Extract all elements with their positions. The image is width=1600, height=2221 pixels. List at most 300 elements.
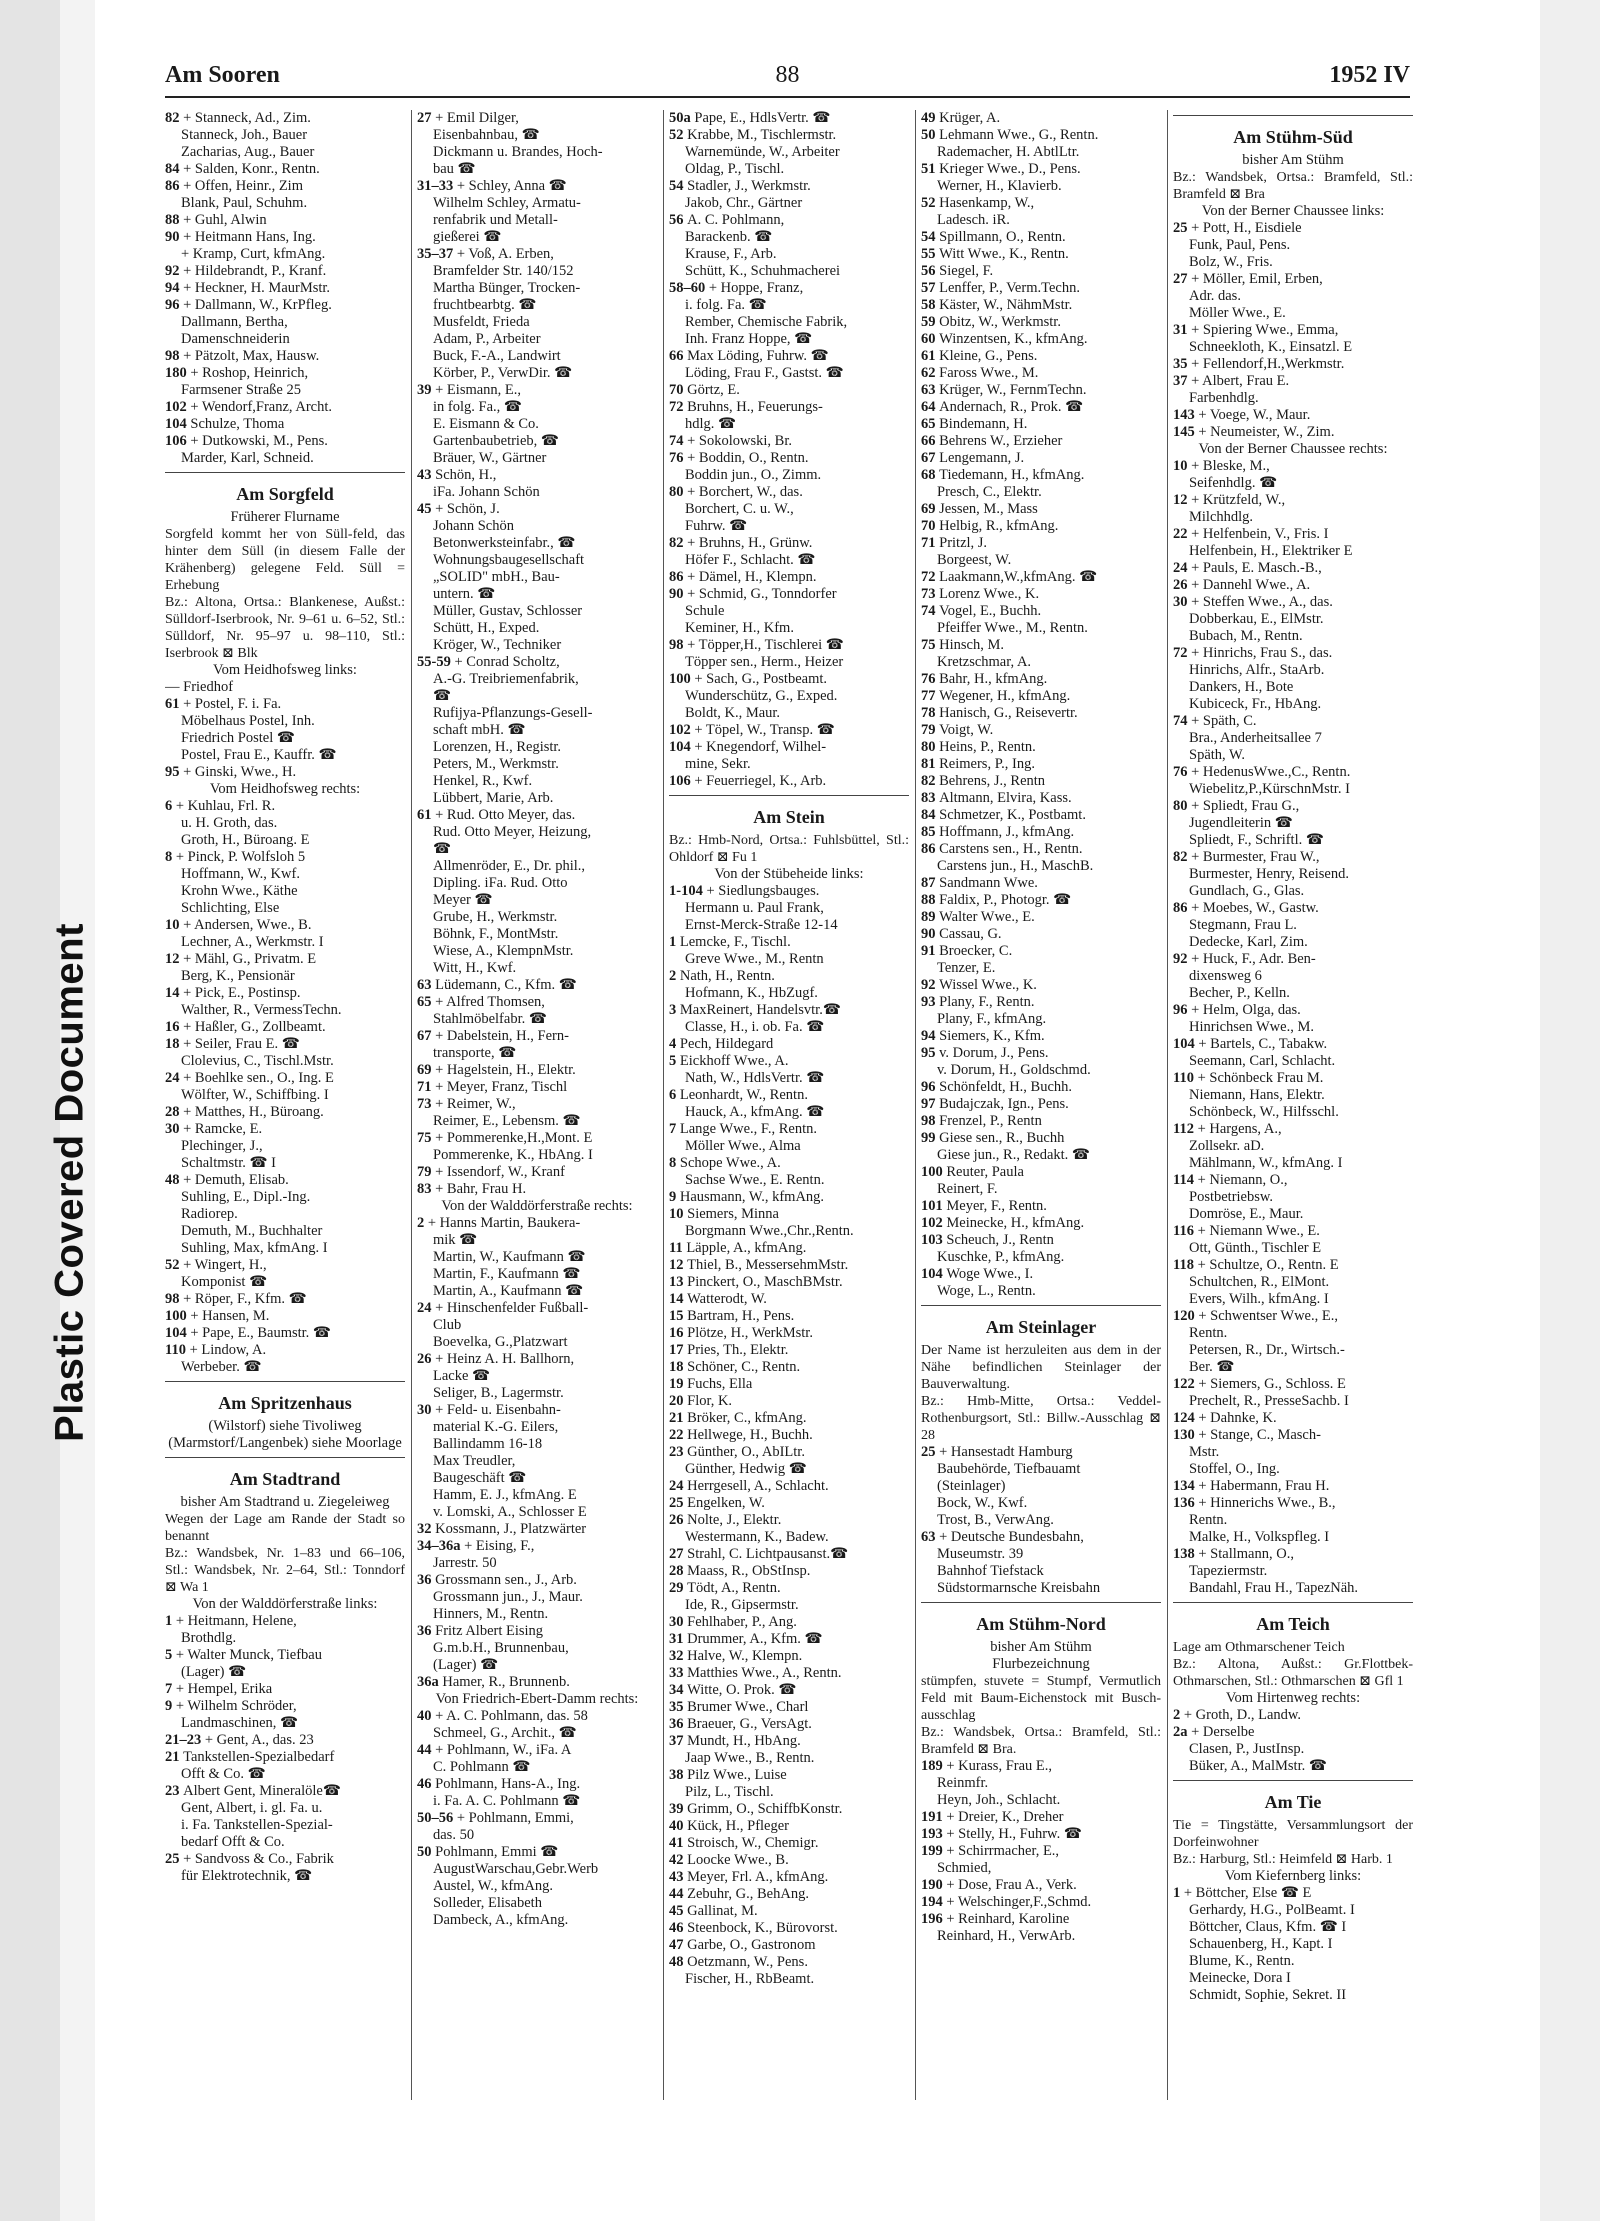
resident-entry: Prechelt, R., PresseSachb. I	[1189, 1393, 1349, 1409]
address-entry	[921, 229, 1161, 246]
house-number: 104	[165, 1325, 191, 1341]
address-entry	[921, 382, 1161, 399]
address-entry	[1173, 1376, 1413, 1393]
house-number: 63	[921, 382, 940, 398]
entry-text: + Ginski, Wwe., H.	[183, 764, 297, 780]
entry-text: Pinckert, O., MaschBMstr.	[687, 1274, 843, 1290]
entry-text: Hamer, R., Brunnenb.	[442, 1674, 570, 1690]
entry-text: Laakmann,W.,kfmAng. ☎	[939, 569, 1098, 585]
address-entry	[921, 909, 1161, 926]
resident-entry: Hamm, E. J., kfmAng. E	[433, 1487, 577, 1503]
resident-entry: Rademacher, H. AbtlLtr.	[937, 144, 1080, 160]
entry-text: + Pätzolt, Max, Hausw.	[183, 348, 320, 364]
house-number: 100	[669, 671, 695, 687]
house-number: 22	[1173, 526, 1192, 542]
resident-entry: Postel, Frau E., Kauffr. ☎	[181, 747, 337, 763]
entry-text: Läpple, A., kfmAng.	[686, 1240, 807, 1256]
address-entry	[669, 1495, 909, 1512]
address-entry	[669, 450, 909, 467]
house-number: 60	[921, 331, 940, 347]
resident-entry: Suhling, E., Dipl.-Ing.	[181, 1189, 311, 1205]
address-entry	[669, 773, 909, 790]
address-entry	[921, 1809, 1161, 1826]
address-entry	[921, 1894, 1161, 1911]
house-number: 45	[669, 1903, 688, 1919]
entry-text: + Kurass, Frau E.,	[946, 1758, 1053, 1774]
address-entry	[1173, 458, 1413, 475]
section-rule	[165, 1457, 405, 1458]
entry-text: + Späth, C.	[1191, 713, 1257, 729]
address-entry	[165, 696, 405, 713]
house-number: 52	[669, 127, 688, 143]
entry-text: + Eising, F.,	[464, 1538, 535, 1554]
resident-entry: Spliedt, F., Schriftl. ☎	[1189, 832, 1324, 848]
house-number: 44	[417, 1742, 436, 1758]
resident-entry: Kubiceck, Fr., HbAng.	[1189, 696, 1322, 712]
address-entry	[669, 722, 909, 739]
street-note: Vom Kiefernberg links:	[1224, 1868, 1362, 1884]
address-entry	[921, 246, 1161, 263]
resident-entry: Plechinger, J.,	[181, 1138, 263, 1154]
resident-entry: Reinhard, H., VerwArb.	[937, 1928, 1076, 1944]
resident-entry: Barackenb. ☎	[685, 229, 773, 245]
resident-entry: Körber, P., VerwDir. ☎	[433, 365, 573, 381]
street-note: Vom Heidhofsweg rechts:	[209, 781, 361, 797]
entry-text: + Pohlmann, W., iFa. A	[435, 1742, 572, 1758]
address-entry	[921, 1232, 1161, 1249]
street-heading: Am Teich	[1256, 1614, 1330, 1634]
house-number: 112	[1173, 1121, 1198, 1137]
house-number: 9	[165, 1698, 176, 1714]
entry-text: + Bruhns, H., Grünw.	[687, 535, 813, 551]
entry-text: Siemers, Minna	[687, 1206, 779, 1222]
house-number: 96	[165, 297, 184, 313]
house-number: 51	[921, 161, 940, 177]
street-description: stümpfen, stuvete = Stumpf, Vermutlich Feld mit Baum-Eichenstock mit Busch-ausschlag	[921, 1674, 1161, 1723]
entry-text: Hausmann, W., kfmAng.	[679, 1189, 825, 1205]
resident-entry: Eisenbahnbau, ☎	[433, 127, 540, 143]
address-entry	[1173, 645, 1413, 662]
address-entry	[921, 365, 1161, 382]
entry-text: + Siedlungsbauges.	[706, 883, 820, 899]
resident-entry: material K.-G. Eilers,	[433, 1419, 559, 1435]
resident-entry: Nath, W., HdlsVertr. ☎	[685, 1070, 825, 1086]
resident-entry: Bramfelder Str. 140/152	[433, 263, 574, 279]
resident-entry: Ballindamm 16-18	[433, 1436, 543, 1452]
house-number: 4	[669, 1036, 680, 1052]
resident-entry: Hoffmann, W., Kwf.	[181, 866, 300, 882]
address-entry	[921, 637, 1161, 654]
entry-text: + Groth, D., Landw.	[1183, 1707, 1302, 1723]
entry-text: Flor, K.	[687, 1393, 733, 1409]
address-entry	[165, 951, 405, 968]
house-number: 116	[1173, 1223, 1198, 1239]
address-entry	[165, 1342, 405, 1359]
house-number: 77	[921, 688, 940, 704]
entry-text: + Roshop, Heinrich,	[190, 365, 309, 381]
house-number: 34–36a	[417, 1538, 465, 1554]
address-entry	[669, 1002, 909, 1019]
house-number: 190	[921, 1877, 947, 1893]
entry-text: Lüdemann, C., Kfm. ☎	[435, 977, 577, 993]
resident-entry: Schaltmstr. ☎ I	[181, 1155, 276, 1171]
street-note: Von der Walddörferstraße links:	[192, 1596, 378, 1612]
address-entry	[417, 1742, 657, 1759]
resident-entry: Schultchen, R., ElMont.	[1189, 1274, 1330, 1290]
address-entry	[921, 569, 1161, 586]
resident-entry: Stoffel, O., Ing.	[1189, 1461, 1280, 1477]
entry-text: + Burmester, Frau W.,	[1191, 849, 1320, 865]
house-number: 24	[417, 1300, 436, 1316]
address-entry	[921, 535, 1161, 552]
house-number: 67	[417, 1028, 436, 1044]
entry-text: Görtz, E.	[687, 382, 740, 398]
house-number: 103	[921, 1232, 947, 1248]
address-entry	[165, 433, 405, 450]
entry-text: Giese sen., R., Buchh	[939, 1130, 1065, 1146]
entry-text: + Hansen, M.	[190, 1308, 270, 1324]
address-entry	[417, 1096, 657, 1113]
street-description: Lage am Othmarschener Teich	[1173, 1640, 1345, 1655]
address-entry	[1173, 560, 1413, 577]
entry-text: Behrens, J., Rentn	[939, 773, 1046, 789]
entry-text: + Voege, W., Maur.	[1198, 407, 1311, 423]
address-entry	[1173, 577, 1413, 594]
house-number: 54	[921, 229, 940, 245]
entry-text: + Demuth, Elisab.	[183, 1172, 289, 1188]
resident-entry: Plany, F., kfmAng.	[937, 1011, 1047, 1027]
address-entry	[1173, 1885, 1413, 1902]
house-number: 44	[669, 1886, 688, 1902]
address-entry	[417, 994, 657, 1011]
entry-text: Budajczak, Ign., Pens.	[939, 1096, 1069, 1112]
address-entry	[921, 841, 1161, 858]
resident-entry: Niemann, Hans, Elektr.	[1189, 1087, 1325, 1103]
address-entry	[417, 1300, 657, 1317]
address-entry	[1173, 849, 1413, 866]
resident-entry: Büker, A., MalMstr. ☎	[1189, 1758, 1327, 1774]
resident-entry: Böhnk, F., MontMstr.	[433, 926, 559, 942]
address-entry	[417, 467, 657, 484]
entry-text: + Borchert, W., das.	[687, 484, 803, 500]
resident-entry: Fuhrw. ☎	[685, 518, 748, 534]
running-head-street: Am Sooren	[165, 62, 280, 88]
entry-text: Max Löding, Fuhrw. ☎	[687, 348, 829, 364]
resident-entry: Ladesch. iR.	[937, 212, 1010, 228]
house-number: 52	[165, 1257, 184, 1273]
entry-text: Walter Wwe., E.	[939, 909, 1035, 925]
entry-text: + Pommerenke,H.,Mont. E	[435, 1130, 593, 1146]
entry-text: Tödt, A., Rentn.	[687, 1580, 781, 1596]
address-entry	[669, 1393, 909, 1410]
resident-entry: Seliger, B., Lagermstr.	[433, 1385, 564, 1401]
entry-text: Pape, E., HdlsVertr. ☎	[694, 110, 831, 126]
entry-text: + Sach, G., Postbeamt.	[694, 671, 827, 687]
house-number: 34	[669, 1682, 688, 1698]
address-entry	[669, 1937, 909, 1954]
house-number: 21	[165, 1749, 184, 1765]
house-number: 7	[669, 1121, 680, 1137]
resident-entry: i. folg. Fa. ☎	[685, 297, 767, 313]
entry-text: + Krützfeld, W.,	[1191, 492, 1286, 508]
entry-text: + Hinschenfelder Fußball-	[435, 1300, 589, 1316]
address-entry	[921, 892, 1161, 909]
resident-entry: mine, Sekr.	[685, 756, 751, 772]
house-number: 95	[921, 1045, 940, 1061]
entry-text: + Salden, Konr., Rentn.	[183, 161, 320, 177]
address-entry	[165, 399, 405, 416]
street-note: Von der Berner Chaussee rechts:	[1198, 441, 1388, 457]
entry-text: + Hinnerichs Wwe., B.,	[1198, 1495, 1336, 1511]
entry-text: + Möller, Emil, Erben,	[1191, 271, 1323, 287]
house-number: 76	[669, 450, 688, 466]
address-entry	[921, 1529, 1161, 1546]
resident-entry: Seemann, Carl, Schlacht.	[1189, 1053, 1336, 1069]
resident-entry: Baugeschäft ☎	[433, 1470, 527, 1486]
house-number: 38	[669, 1767, 688, 1783]
address-entry	[669, 1580, 909, 1597]
address-entry	[1173, 1223, 1413, 1240]
resident-entry: Kröger, W., Techniker	[433, 637, 562, 653]
entry-text: + Derselbe	[1191, 1724, 1255, 1740]
house-number: 71	[417, 1079, 436, 1095]
entry-text: Pohlmann, Hans-A., Ing.	[435, 1776, 581, 1792]
entry-text: Bahr, H., kfmAng.	[939, 671, 1048, 687]
address-entry	[669, 110, 909, 127]
address-entry	[669, 1614, 909, 1631]
resident-entry: gießerei ☎	[433, 229, 502, 245]
address-entry	[165, 679, 405, 696]
entry-text: + Wendorf,Franz, Archt.	[190, 399, 333, 415]
house-number: 98	[921, 1113, 940, 1129]
resident-entry: Martin, A., Kaufmann ☎	[433, 1283, 584, 1299]
street-note: bisher Am Stühm	[1242, 152, 1344, 168]
entry-text: + Helm, Olga, das.	[1191, 1002, 1301, 1018]
address-entry	[669, 1512, 909, 1529]
entry-text: Siemers, K., Kfm.	[939, 1028, 1045, 1044]
address-entry	[669, 1920, 909, 1937]
entry-text: Grossmann sen., J., Arb.	[435, 1572, 577, 1588]
entry-text: Tiedemann, H., kfmAng.	[939, 467, 1085, 483]
address-entry	[669, 1410, 909, 1427]
resident-entry: Warnemünde, W., Arbeiter	[685, 144, 840, 160]
resident-entry: Jarrestr. 50	[433, 1555, 497, 1571]
house-number: 50	[921, 127, 940, 143]
entry-text: + Niemann Wwe., E.	[1197, 1223, 1320, 1239]
address-entry	[669, 1087, 909, 1104]
entry-text: + Dallmann, W., KrPfleg.	[183, 297, 332, 313]
entry-text: + Töpper,H., Tischlerei ☎	[687, 637, 844, 653]
address-entry	[669, 1274, 909, 1291]
resident-entry: Lacke ☎	[433, 1368, 491, 1384]
resident-entry: Boddin jun., O., Zimm.	[685, 467, 822, 483]
entry-text: Woge Wwe., I.	[946, 1266, 1034, 1282]
resident-entry: Bubach, M., Rentn.	[1189, 628, 1303, 644]
entry-text: Pries, Th., Elektr.	[687, 1342, 789, 1358]
house-number: 69	[921, 501, 940, 517]
entry-text: Kück, H., Pfleger	[687, 1818, 790, 1834]
house-number: 27	[669, 1546, 688, 1562]
house-number: 1	[669, 934, 680, 950]
entry-text: + Voß, A. Erben,	[456, 246, 554, 262]
entry-text: Krüger, A.	[939, 110, 1001, 126]
entry-text: Krüger, W., FernmTechn.	[939, 382, 1087, 398]
house-number: 24	[669, 1478, 688, 1494]
house-number: 22	[669, 1427, 688, 1443]
house-number: 96	[1173, 1002, 1192, 1018]
resident-entry: Bolz, W., Fris.	[1189, 254, 1273, 270]
resident-entry: Farmsener Straße 25	[181, 382, 301, 398]
entry-text: Albert Gent, Mineralöle☎	[183, 1783, 341, 1799]
address-entry	[669, 1852, 909, 1869]
house-number: 14	[165, 985, 184, 1001]
address-entry	[921, 739, 1161, 756]
resident-entry: Möller Wwe., Alma	[685, 1138, 801, 1154]
resident-entry: Lübbert, Marie, Arb.	[433, 790, 554, 806]
resident-entry: Pommerenke, K., HbAng. I	[433, 1147, 593, 1163]
house-number: 21	[669, 1410, 688, 1426]
resident-entry: Böttcher, Claus, Kfm. ☎ I	[1189, 1919, 1347, 1935]
house-number: 2	[669, 968, 680, 984]
street-description: Sorgfeld kommt her von Süll-feld, das hinter dem Süll (in diesem Falle der Krähenberg) gelegene Feld. Süll = Erhebung	[165, 527, 405, 593]
entry-text: Meyer, Frl. A., kfmAng.	[687, 1869, 829, 1885]
address-entry	[669, 348, 909, 365]
address-entry	[921, 1215, 1161, 1232]
street-description: Bz.: Harburg, Stl.: Heimfeld ⊠ Harb. 1	[1173, 1852, 1393, 1867]
resident-entry: Stahlmöbelfabr. ☎	[433, 1011, 547, 1027]
street-note: bisher Am Stühm	[990, 1639, 1092, 1655]
entry-text: Kossmann, J., Platzwärter	[435, 1521, 587, 1537]
entry-text: + Stange, C., Masch-	[1198, 1427, 1321, 1443]
house-number: 59	[921, 314, 940, 330]
address-entry	[921, 943, 1161, 960]
house-number: 39	[669, 1801, 688, 1817]
resident-entry: mik ☎	[433, 1232, 478, 1248]
resident-entry: AugustWarschau,Gebr.Werb	[433, 1861, 599, 1877]
entry-text: Heins, P., Rentn.	[939, 739, 1036, 755]
house-number: 5	[669, 1053, 680, 1069]
entry-text: + Boehlke sen., O., Ing. E	[183, 1070, 334, 1086]
entry-text: + Reinhard, Karoline	[946, 1911, 1070, 1927]
entry-text: Stroisch, W., Chemigr.	[687, 1835, 819, 1851]
entry-text: Lange Wwe., F., Rentn.	[679, 1121, 817, 1137]
entry-text: Leonhardt, W., Rentn.	[679, 1087, 808, 1103]
entry-text: Reuter, Paula	[946, 1164, 1024, 1180]
resident-entry: Schütt, H., Exped.	[433, 620, 540, 636]
address-entry	[1173, 1121, 1413, 1138]
resident-entry: Milchhdlg.	[1189, 509, 1254, 525]
resident-entry: Sachse Wwe., E. Rentn.	[685, 1172, 825, 1188]
house-number: 102	[921, 1215, 947, 1231]
entry-text: Plötze, H., WerkMstr.	[687, 1325, 813, 1341]
house-number: 75	[417, 1130, 436, 1146]
street-note: Flurbezeichnung	[992, 1656, 1090, 1672]
house-number: 68	[921, 467, 940, 483]
house-number: 61	[165, 696, 184, 712]
street-heading: Am Stühm-Nord	[976, 1614, 1106, 1634]
address-entry	[921, 1045, 1161, 1062]
entry-text: + Kuhlau, Frl. R.	[175, 798, 276, 814]
house-number: 84	[921, 807, 940, 823]
street-note: bisher Am Stadtrand u. Ziegeleiweg	[180, 1494, 390, 1510]
address-entry	[165, 917, 405, 934]
resident-entry: Radiorep.	[181, 1206, 238, 1222]
resident-entry: Mstr.	[1189, 1444, 1220, 1460]
street-heading: Am Tie	[1264, 1792, 1322, 1812]
house-number: 49	[921, 110, 940, 126]
house-number: 98	[165, 1291, 184, 1307]
section-rule	[1173, 1780, 1413, 1781]
entry-text: Scheuch, J., Rentn	[946, 1232, 1054, 1248]
address-entry	[165, 1019, 405, 1036]
address-entry	[165, 1783, 405, 1800]
address-entry	[417, 1708, 657, 1725]
entry-text: Braeuer, G., VersAgt.	[687, 1716, 812, 1732]
house-number: 61	[417, 807, 436, 823]
resident-entry: Betonwerksteinfabr., ☎	[433, 535, 576, 551]
address-entry	[921, 603, 1161, 620]
address-entry	[921, 1826, 1161, 1843]
resident-entry: Hinrichsen Wwe., M.	[1189, 1019, 1314, 1035]
address-entry	[921, 1266, 1161, 1283]
street-note: (Wilstorf) siehe Tivoliweg (Marmstorf/Langenbek) siehe Moorlage	[168, 1418, 402, 1451]
resident-entry: Jaap Wwe., B., Rentn.	[685, 1750, 815, 1766]
house-number: 40	[417, 1708, 436, 1724]
address-entry	[669, 671, 909, 688]
address-entry	[921, 110, 1161, 127]
house-number: 69	[417, 1062, 436, 1078]
column-divider	[1167, 110, 1168, 2100]
address-entry	[669, 382, 909, 399]
address-entry	[921, 875, 1161, 892]
address-entry	[165, 365, 405, 382]
address-entry	[417, 1215, 657, 1232]
address-entry	[921, 1113, 1161, 1130]
entry-text: Pech, Hildegard	[679, 1036, 774, 1052]
entry-text: Lemcke, F., Tischl.	[679, 934, 791, 950]
street-note: Von Friedrich-Ebert-Damm rechts:	[435, 1691, 639, 1707]
entry-text: A. C. Pohlmann,	[687, 212, 785, 228]
resident-entry: Seifenhdlg. ☎	[1189, 475, 1278, 491]
resident-entry: Dallmann, Bertha,	[181, 314, 288, 330]
resident-entry: i. Fa. Tankstellen-Spezial-	[181, 1817, 333, 1833]
edition-year: 1952 IV	[1329, 62, 1410, 88]
resident-entry: Höfer F., Schlacht. ☎	[685, 552, 816, 568]
resident-entry: Möbelhaus Postel, Inh.	[181, 713, 315, 729]
address-entry	[165, 1647, 405, 1664]
house-number: 122	[1173, 1376, 1199, 1392]
entry-text: + Alfred Thomsen,	[435, 994, 545, 1010]
address-entry	[165, 1036, 405, 1053]
resident-entry: Müller, Gustav, Schlosser	[433, 603, 583, 619]
resident-entry: Hermann u. Paul Frank,	[685, 900, 824, 916]
address-entry	[921, 280, 1161, 297]
entry-text: Schulze, Thoma	[190, 416, 285, 432]
address-entry	[669, 1121, 909, 1138]
house-number: 25	[165, 1851, 184, 1867]
address-entry	[165, 849, 405, 866]
address-entry	[1173, 373, 1413, 390]
resident-entry: Wohnungsbaugesellschaft	[433, 552, 585, 568]
house-number: 64	[921, 399, 940, 415]
entry-text: + Welschinger,F.,Schmd.	[946, 1894, 1092, 1910]
address-entry	[1173, 1724, 1413, 1741]
resident-entry: Gundlach, G., Glas.	[1189, 883, 1305, 899]
address-entry	[417, 1674, 657, 1691]
resident-entry: Kretzschmar, A.	[937, 654, 1032, 670]
address-entry	[1173, 322, 1413, 339]
entry-text: Schope Wwe., A.	[679, 1155, 781, 1171]
